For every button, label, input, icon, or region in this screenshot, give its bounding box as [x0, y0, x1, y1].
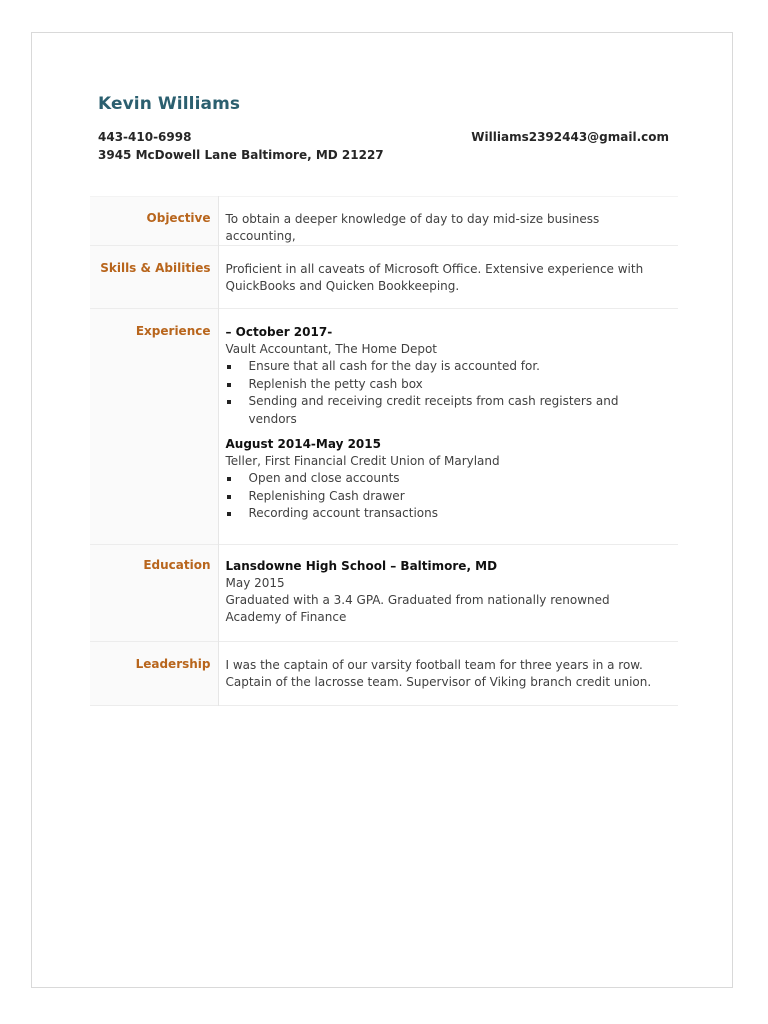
section-objective: [90, 197, 678, 246]
section-leadership: [90, 642, 678, 706]
section-experience: [90, 309, 678, 545]
resume-sections: [90, 196, 678, 706]
skills-label: Skills & Abilities: [100, 261, 211, 275]
skills-text: Proficient in all caveats of Microsoft Office. Extensive experience with QuickBooks and Quicken Bookkeeping.: [225, 262, 644, 293]
resume-page: [31, 32, 733, 988]
list-item: Ensure that all cash for the day is accounted for.: [226, 358, 669, 376]
candidate-name: Kevin Williams: [98, 94, 241, 114]
bullet-square-icon: [227, 512, 231, 516]
job-title: Vault Accountant, The Home Depot: [225, 342, 438, 356]
school-name: Lansdowne High School – Baltimore, MD: [225, 559, 498, 573]
list-item: Sending and receiving credit receipts from cash registers and vendors: [226, 393, 669, 428]
list-item: Replenishing Cash drawer: [226, 488, 669, 506]
phone-number: 443-410-6998: [98, 130, 192, 144]
section-education: [90, 545, 678, 642]
address: 3945 McDowell Lane Baltimore, MD 21227: [98, 148, 384, 162]
email-address: Williams2392443@gmail.com: [471, 130, 669, 144]
job-dates: – October 2017-: [225, 325, 333, 339]
bullet-square-icon: [227, 495, 231, 499]
graduation-date: May 2015: [225, 576, 285, 590]
list-item: Open and close accounts: [226, 470, 669, 488]
education-details: Graduated with a 3.4 GPA. Graduated from nationally renowned Academy of Finance: [225, 593, 610, 624]
list-item: Recording account transactions: [226, 505, 669, 523]
job-title: Teller, First Financial Credit Union of Maryland: [225, 454, 500, 468]
bullet-square-icon: [227, 400, 231, 404]
experience-label: Experience: [135, 324, 211, 338]
job-duties: [226, 358, 669, 428]
bullet-square-icon: [227, 365, 231, 369]
leadership-label: Leadership: [135, 657, 211, 671]
bullet-square-icon: [227, 383, 231, 387]
job-duties: [226, 470, 669, 523]
leadership-text: I was the captain of our varsity football team for three years in a row. Captain of the lacrosse team. Supervisor of Viking branch credit union.: [225, 658, 652, 689]
list-item: Replenish the petty cash box: [226, 376, 669, 394]
objective-label: Objective: [146, 211, 211, 225]
education-label: Education: [143, 558, 211, 572]
section-skills: [90, 246, 678, 309]
bullet-square-icon: [227, 477, 231, 481]
objective-text: To obtain a deeper knowledge of day to day mid-size business accounting,: [225, 212, 600, 243]
job-dates: August 2014-May 2015: [225, 437, 381, 451]
